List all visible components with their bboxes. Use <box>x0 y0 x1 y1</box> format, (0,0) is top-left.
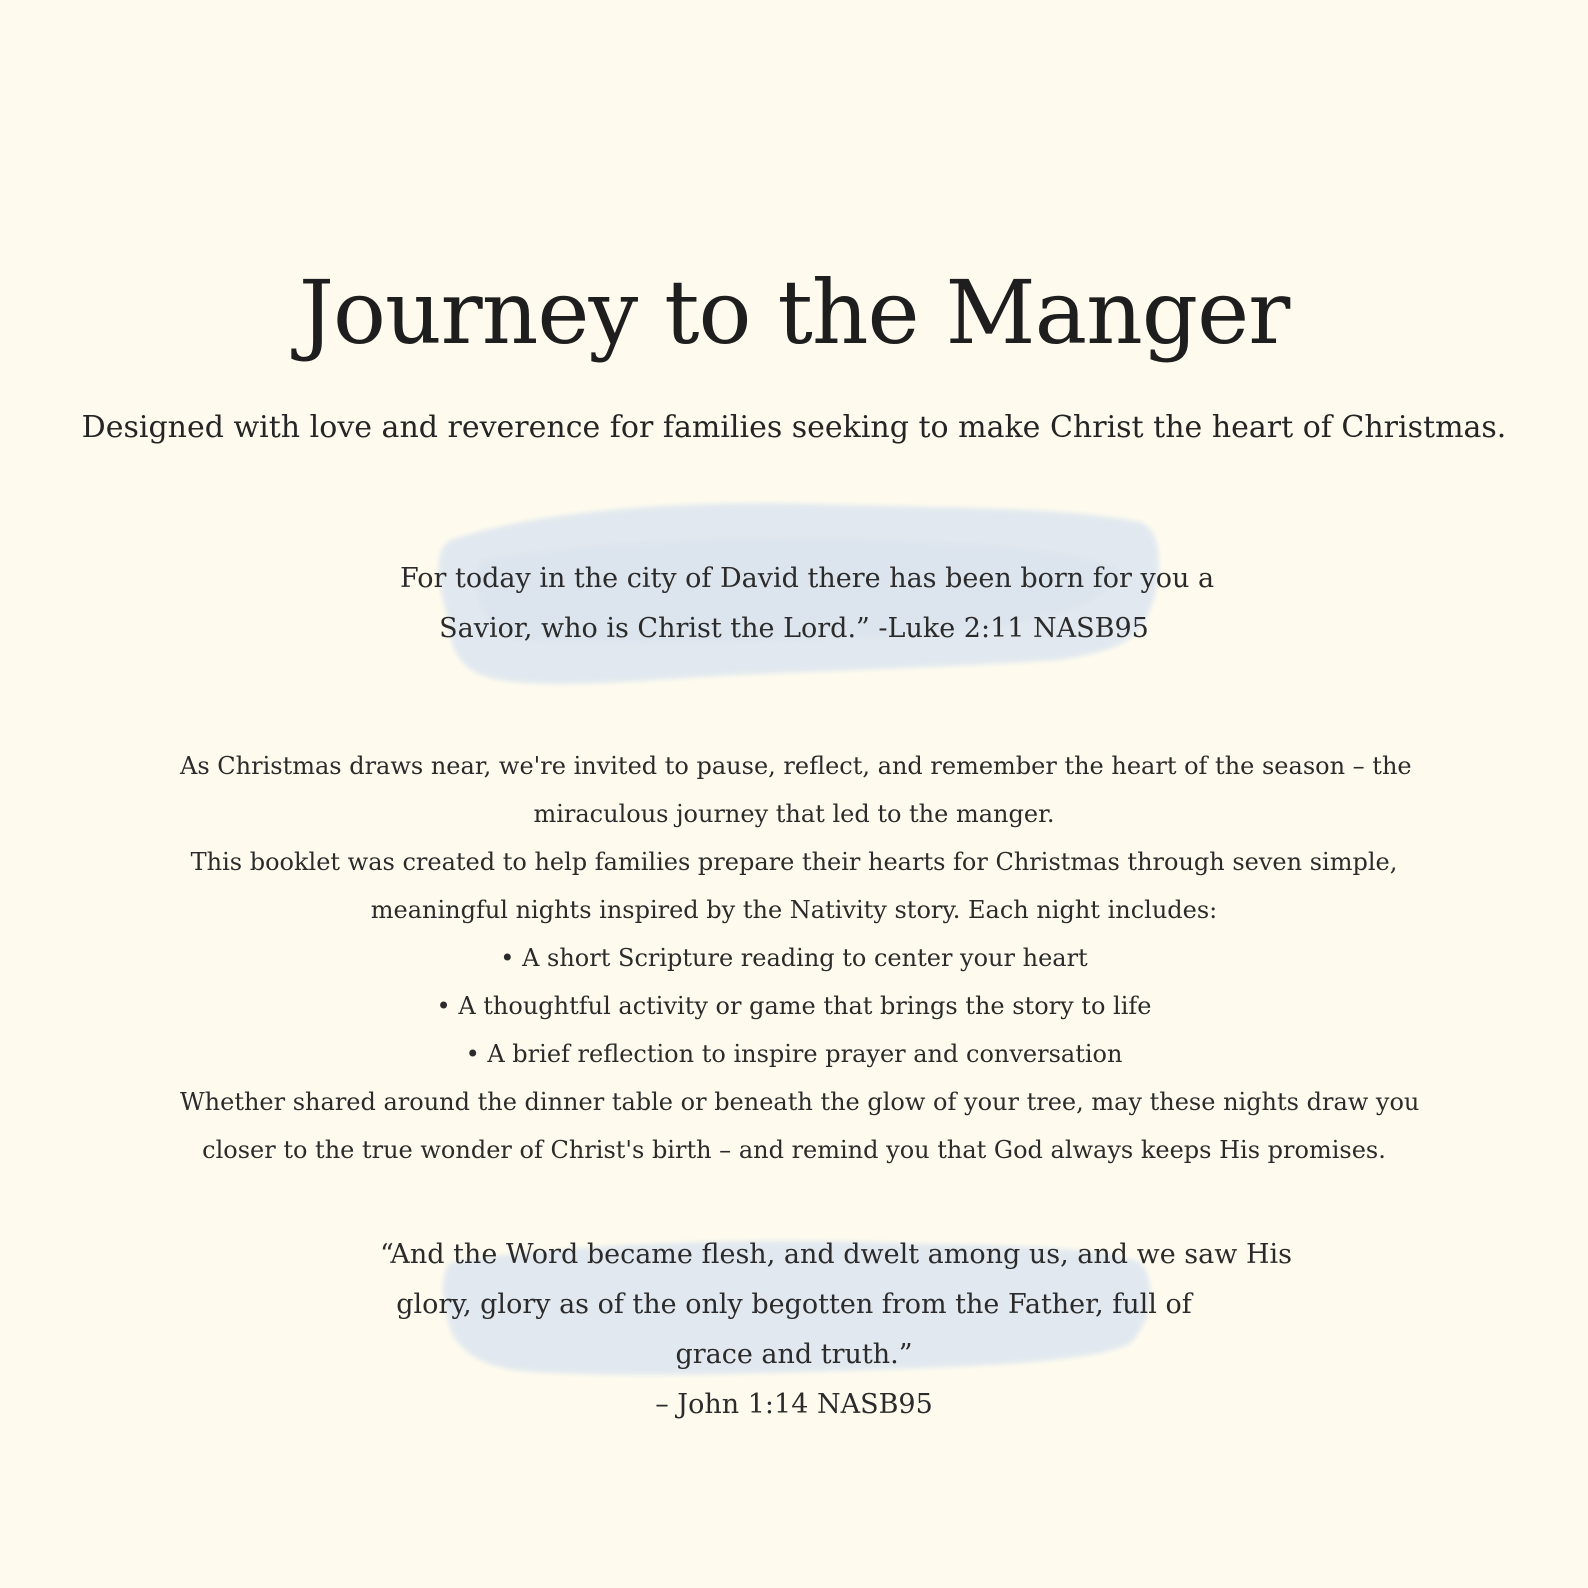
body-line: meaningful nights inspired by the Nativity story. Each night includes: <box>370 896 1218 924</box>
bullet-item: • A short Scripture reading to center your heart <box>500 944 1088 972</box>
body-line: As Christmas draws near, we're invited to pause, reflect, and remember the heart of the season – the <box>180 752 1412 780</box>
bullet-item: • A thoughtful activity or game that brings the story to life <box>436 992 1152 1020</box>
quote-line: glory, glory as of the only begotten from the Father, full of <box>396 1289 1192 1320</box>
intro-body <box>180 742 1420 1174</box>
scripture-quote-luke <box>400 554 1215 654</box>
body-line: miraculous journey that led to the manger. <box>533 800 1055 828</box>
body-line: Whether shared around the dinner table or beneath the glow of your tree, may these nights draw you <box>180 1088 1420 1116</box>
quote-citation: – John 1:14 NASB95 <box>655 1389 933 1420</box>
scripture-quote-john <box>380 1230 1292 1430</box>
body-line: This booklet was created to help families prepare their hearts for Christmas through seven simple, <box>190 848 1398 876</box>
quote-line: Savior, who is Christ the Lord.” -Luke 2:11 NASB95 <box>439 613 1149 644</box>
quote-line: “And the Word became flesh, and dwelt among us, and we saw His <box>380 1239 1292 1270</box>
page-title: Journey to the Manger <box>298 261 1290 364</box>
body-line: closer to the true wonder of Christ's birth – and remind you that God always keeps His promises. <box>202 1136 1386 1164</box>
page-subtitle: Designed with love and reverence for families seeking to make Christ the heart of Christmas. <box>81 410 1507 445</box>
quote-line: grace and truth.” <box>675 1339 913 1370</box>
quote-line: For today in the city of David there has been born for you a <box>400 563 1215 594</box>
bullet-item: • A brief reflection to inspire prayer and conversation <box>465 1040 1123 1068</box>
